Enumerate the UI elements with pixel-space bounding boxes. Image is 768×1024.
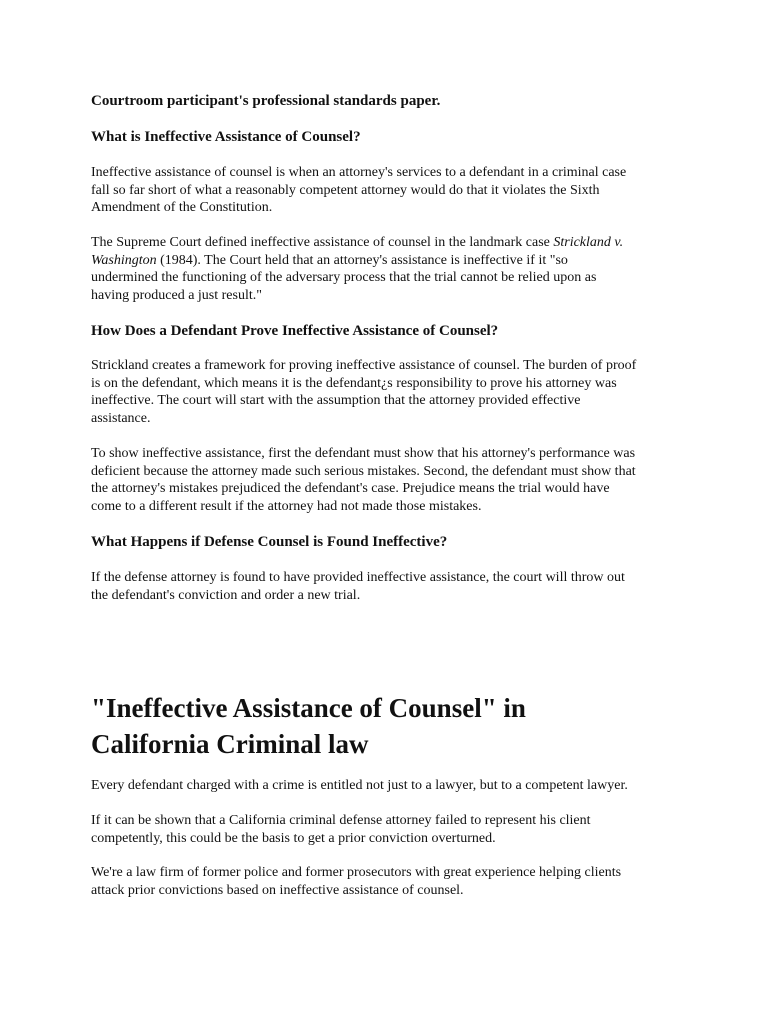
paragraph-supreme-court — [91, 234, 691, 304]
text-line: Every defendant charged with a crime is entitled not just to a lawyer, but to a competent lawyer. — [91, 778, 628, 793]
text-segment: (1984). The Court held that an attorney's assistance is ineffective if it "so — [156, 252, 568, 268]
text-line: attack prior convictions based on ineffective assistance of counsel. — [91, 882, 464, 898]
text-line: assistance. — [91, 410, 151, 426]
case-name-part2: Washington — [91, 252, 157, 268]
text-line: having produced a just result." — [91, 287, 262, 303]
paragraph-entitled — [91, 777, 691, 795]
text-line: We're a law firm of former police and former prosecutors with great experience helping clients — [91, 865, 622, 880]
heading-line: "Ineffective Assistance of Counsel" in — [91, 693, 526, 723]
heading-what-is-iac: What is Ineffective Assistance of Counsel? — [91, 129, 361, 145]
text-line: is on the defendant, which means it is the defendant¿s responsibility to prove his attorney was — [91, 375, 617, 391]
text-line — [91, 234, 691, 252]
paragraph-california-attorney — [91, 812, 691, 847]
heading-what-happens: What Happens if Defense Counsel is Found Ineffective? — [91, 534, 448, 550]
text-line: Strickland creates a framework for proving ineffective assistance of counsel. The burden of proof — [91, 358, 637, 373]
paragraph-framework — [91, 357, 691, 427]
paragraph-definition — [91, 164, 691, 217]
text-line: come to a different result if the attorney had not made those mistakes. — [91, 498, 482, 514]
paragraph-law-firm — [91, 864, 691, 899]
paragraph-outcome — [91, 569, 691, 604]
heading-line: California Criminal law — [91, 729, 369, 759]
text-line: Amendment of the Constitution. — [91, 200, 273, 215]
text-line: deficient because the attorney made such serious mistakes. Second, the defendant must show that — [91, 463, 636, 479]
text-line: fall so far short of what a reasonably competent attorney would do that it violates the Sixth — [91, 182, 600, 198]
text-line: If it can be shown that a California criminal defense attorney failed to represent his client — [91, 813, 591, 828]
text-line: ineffective. The court will start with the assumption that the attorney provided effective — [91, 393, 581, 408]
case-name-part1: Strickland v. — [553, 235, 624, 250]
paragraph-show-ineffective — [91, 445, 691, 515]
text-line: To show ineffective assistance, first the defendant must show that his attorney's performance was — [91, 446, 636, 461]
text-line: the defendant's conviction and order a new trial. — [91, 587, 361, 603]
text-line: the attorney's mistakes prejudiced the defendant's case. Prejudice means the trial would have — [91, 481, 610, 496]
section-heading-california — [91, 690, 651, 762]
text-line: undermined the functioning of the adversary process that the trial cannot be relied upon as — [91, 270, 597, 285]
text-line: If the defense attorney is found to have provided ineffective assistance, the court will throw out — [91, 570, 625, 585]
text-line: competently, this could be the basis to get a prior conviction overturned. — [91, 830, 496, 846]
text-line — [91, 252, 691, 270]
heading-how-prove: How Does a Defendant Prove Ineffective Assistance of Counsel? — [91, 323, 499, 339]
document-title: Courtroom participant's professional standards paper. — [91, 93, 441, 109]
text-segment: The Supreme Court defined ineffective assistance of counsel in the landmark case — [91, 235, 554, 250]
text-line: Ineffective assistance of counsel is when an attorney's services to a defendant in a criminal case — [91, 165, 627, 180]
